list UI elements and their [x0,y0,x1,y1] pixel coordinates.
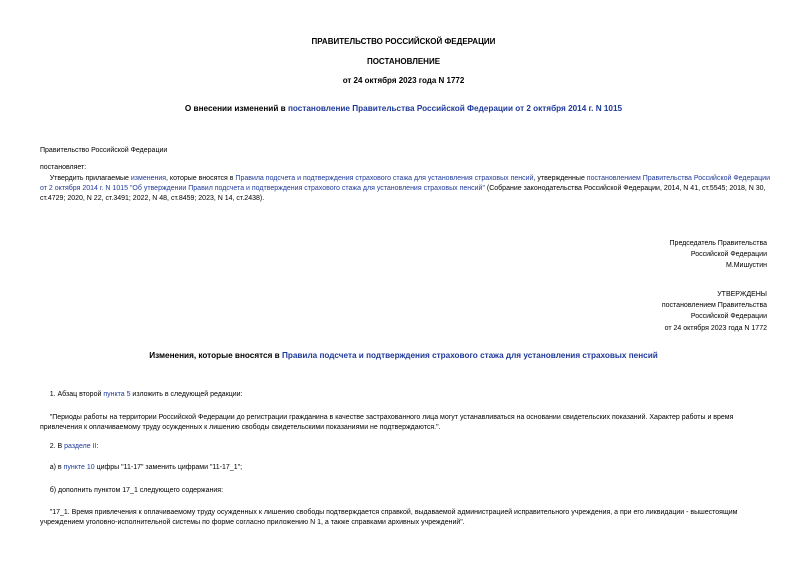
item-2 [40,442,773,452]
approved-country: Российской Федерации [690,313,767,321]
signature-block [467,238,767,272]
item2a-text-a: а) в [49,464,64,471]
item-2b [40,486,773,496]
item2-link[interactable]: разделе II [64,443,97,450]
resolves-text: постановляет: [40,164,87,171]
item2a-text-b: цифры "11-17" заменить цифрами "11-17_1"; [94,464,243,471]
item1-text-a: 1. Абзац второй [49,391,104,398]
rules-link[interactable]: Правила подсчета и подтверждения страхового стажа для установления страховых пенсий [235,175,534,182]
item2b-text: б) дополнить пунктом 17_1 следующего содержания: [49,487,224,494]
item-2a [40,463,773,473]
document-title [0,104,807,113]
approved-date: от 24 октября 2023 года N 1772 [664,324,767,332]
government-heading: ПРАВИТЕЛЬСТВО РОССИЙСКОЙ ФЕДЕРАЦИИ [311,37,496,46]
p1-text-c: , утвержденные [533,175,587,182]
paragraph-approve [40,174,773,205]
item2-text-b: : [96,443,99,450]
changes-title [0,351,807,360]
quote2-text: "17_1. Время привлечения к оплачиваемому труду осужденных к лишению свободы подтверждается справкой, выдаваемой администрацией исправительного учреждения, а при его ликвидации - вышестоящим учреждением уголовно-исполнительной системы по форме согласно приложению N 1, а также справками архивных учреждений". [40,509,738,527]
changes-title-link[interactable]: Правила подсчета и подтверждения страхового стажа для установления страховых пенсий [281,351,658,360]
title-prefix: О внесении изменений в [184,104,288,113]
p1-text-b: , которые вносятся в [166,175,236,182]
signature-title: Председатель Правительства [669,240,767,247]
changes-link[interactable]: изменения [130,175,167,182]
item1-link[interactable]: пункта 5 [103,391,131,398]
p1-text-d: (Собрание законодательства Российской Федерации, 2014, N 41, ст.5545; 2018, N 30, ст.4729; 2020, N 22, ст.3491; 2022, N 48, ст.8459; 2023, N 14, ст.2438). [40,185,766,203]
approved-block [467,289,767,334]
date-number-heading: от 24 октября 2023 года N 1772 [342,76,465,85]
item-1 [40,390,773,400]
item2-text-a: 2. В [49,443,65,450]
changes-title-prefix: Изменения, которые вносятся в [149,351,282,360]
government-name: Правительство Российской Федерации [40,147,168,154]
item1-text-b: изложить в следующей редакции: [130,391,243,398]
approved-by: постановлением Правительства [661,302,767,310]
signature-name: М.Мишустин [725,262,767,270]
quote-2 [40,508,773,528]
title-link[interactable]: постановление Правительства Российской Федерации от 2 октября 2014 г. N 1015 [287,104,623,113]
approved-heading: УТВЕРЖДЕНЫ [717,291,767,298]
signature-country: Российской Федерации [690,251,767,259]
item2a-link[interactable]: пункте 10 [63,464,95,471]
resolution-link[interactable]: постановлением Правительства Российской Федерации от 2 октября 2014 г. N 1015 "Об утверждении Правил подсчета и подтверждения страхового стажа для установления страховых пенсий" [40,175,770,193]
doc-type-heading: ПОСТАНОВЛЕНИЕ [366,57,441,66]
quote1-text: "Периоды работы на территории Российской Федерации до регистрации гражданина в качестве застрахованного лица могут устанавливаться на основании свидетельских показаний. Характер работы и время привлечения к оплачиваемому труду осужденных к лишению свободы свидетельскими показаниями не подтверждаются.". [40,414,734,432]
p1-text-a: Утвердить прилагаемые [49,175,131,182]
quote-1 [40,413,773,433]
